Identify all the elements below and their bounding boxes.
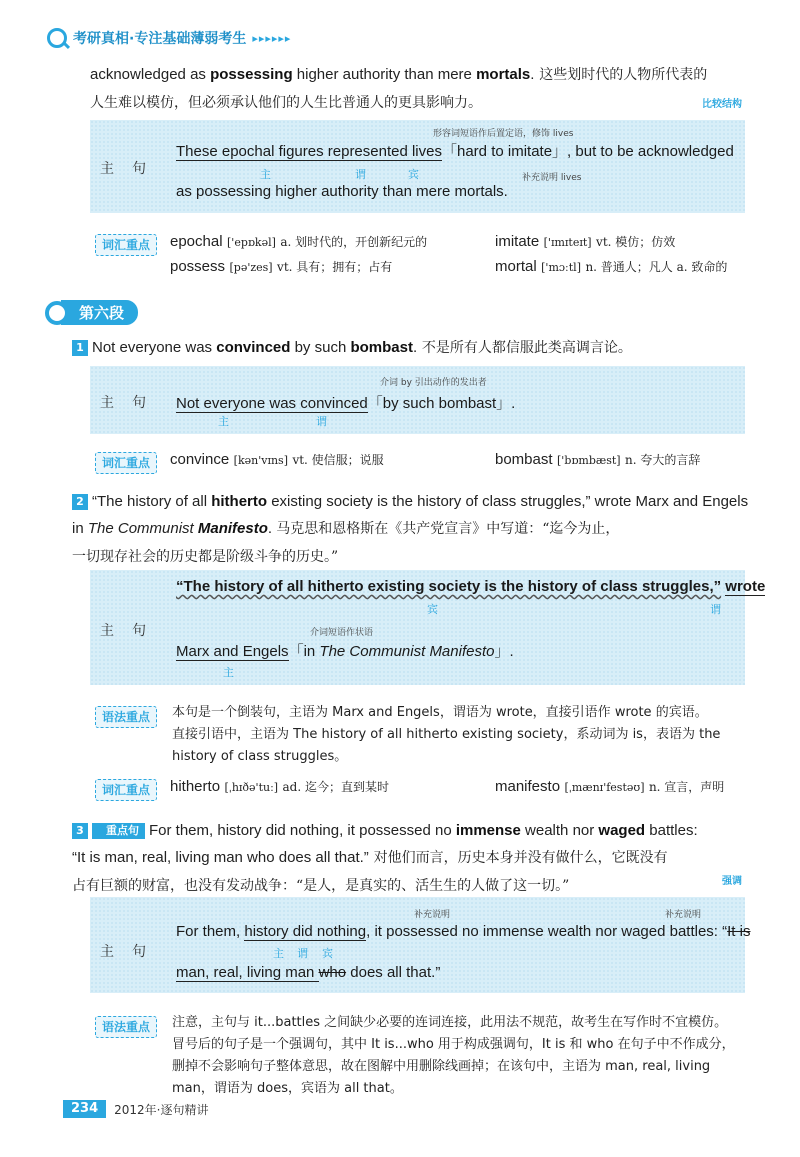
vocab-badge: 词汇重点: [95, 779, 157, 801]
analysis-box-3: 主句 “The history of all hitherto existing society is the history of class struggles,” wrote 宾 谓 介词短语作状语 Marx and Engels「in The Communist Manifesto」. 主: [90, 570, 745, 685]
vocab-badge: 词汇重点: [95, 452, 157, 474]
note-postpositive: 形容词短语作后置定语，修饰 lives: [433, 129, 574, 139]
analysis-box-2: 主句 介词 by 引出动作的发出者 Not everyone was convinced「by such bombast」. 主 谓: [90, 366, 745, 434]
grammar-note-2: 注意，主句与 it...battles 之间缺少必要的连词连接，此用法不规范，故考生在写作时不宜模仿。 冒号后的句子是一个强调句，其中 It is...who 用于构成强调句，It is 和 who 在句子中不作成分， 删掉不会影响句子整体意思，故在图解中用删除线画掉；在该句中，主语为 man, real, living man，谓语为 does，宾语为 all that。: [172, 1015, 735, 1096]
sentence-1: 1 Not everyone was convinced by such bombast. 不是所有人都信服此类高调言论。: [72, 334, 752, 362]
section-label: 第六段: [61, 300, 138, 325]
page-number: 234: [63, 1100, 106, 1118]
box-label: 主句: [100, 161, 164, 177]
arrows-icon: ▸▸▸▸▸▸: [252, 31, 292, 45]
vocab-badge: 词汇重点: [95, 234, 157, 256]
sentence-line: Not everyone was convinced「by such bombast」.: [176, 395, 516, 412]
key-sentence-flag: 重点句: [92, 823, 145, 839]
sentence-2: 2 “The history of all hitherto existing society is the history of class struggles,” wrote Marx and Engels in The Communist Manifesto. 马克思和恩格斯在《共产党宣言》中写道：“迄今为止， 一切现存社会的历史都是阶级斗争的历史。”: [72, 493, 749, 565]
sentence-line-1: “The history of all hitherto existing society is the history of class struggles,” wrote: [176, 578, 766, 595]
vocab-item: manifesto [ˌmænɪ'festəʊ] n. 宣言，声明: [495, 778, 725, 795]
sentence-3: 3 重点句 For them, history did nothing, it possessed no immense wealth nor waged battles: “It is man, real, living man who does all that.” 对他们而言，历史本身并没有做什么，它既没有 占有巨额的财富，也没有发动战争：“是人，是真实的、活生生的人做了这一切。”: [72, 822, 698, 894]
analysis-box-1: 主句 形容词短语作后置定语，修饰 lives These epochal figures represented lives「hard to imitate」, but to be acknowledged 主 谓 宾 补充说明 lives as possessing higher authority than mere mortals.: [90, 120, 745, 213]
section-header: [45, 300, 138, 325]
sentence-line-2: man, real, living man who does all that.”: [176, 964, 441, 981]
vocab-item: bombast ['bɒmbæst] n. 夸大的言辞: [495, 451, 701, 468]
vocab-item: possess [pə'zes] vt. 具有；拥有；占有: [170, 258, 393, 275]
tag-comparison: 比较结构: [702, 99, 742, 110]
tag-emphasis: 强调: [722, 876, 742, 887]
search-logo-icon: [47, 28, 67, 48]
vocab-item: epochal ['epɒkəl] a. 划时代的，开创新纪元的: [170, 233, 428, 250]
page-footer: [63, 1100, 209, 1118]
vocab-item: hitherto [ˌhɪðə'tuː] ad. 迄今；直到某时: [170, 778, 389, 795]
paragraph-top: acknowledged as possessing higher authority than mere mortals. 这些划时代的人物所代表的 人生难以模仿，但必须承认他们的人生比普通人的更具影响力。: [90, 66, 708, 111]
analysis-box-4: 主句 补充说明 补充说明 For them, history did nothing, it possessed no immense wealth nor waged battles: “It is 主 谓 宾 man, real, living man who does all that.”: [90, 897, 745, 993]
grammar-badge: 语法重点: [95, 706, 157, 728]
footer-title: 2012年·逐句精讲: [114, 1102, 209, 1117]
sentence-line-1: These epochal figures represented lives「hard to imitate」, but to be acknowledged: [176, 143, 734, 160]
note-supplement: 补充说明 lives: [522, 173, 582, 183]
grammar-note-1: 本句是一个倒装句，主语为 Marx and Engels，谓语为 wrote，直接引语作 wrote 的宾语。 直接引语中，主语为 The history of all hitherto existing society，系动词为 is，表语为 the history of class struggles。: [172, 705, 721, 764]
sentence-line-2: Marx and Engels「in The Communist Manifesto」.: [176, 643, 514, 660]
header-title: 考研真相·专注基础薄弱考生: [73, 31, 247, 47]
sentence-line-2: as possessing higher authority than mere mortals.: [176, 183, 508, 200]
vocab-item: imitate ['ɪmɪteɪt] vt. 模仿；仿效: [495, 233, 676, 250]
search-circle-icon: [45, 301, 69, 325]
grammar-badge: 语法重点: [95, 1016, 157, 1038]
sentence-line-1: For them, history did nothing, it possessed no immense wealth nor waged battles: “It is: [176, 923, 751, 940]
vocab-item: convince [kən'vɪns] vt. 使信服；说服: [170, 451, 384, 468]
page-header: [47, 26, 291, 50]
vocab-item: mortal ['mɔːtl] n. 普通人；凡人 a. 致命的: [495, 258, 728, 275]
